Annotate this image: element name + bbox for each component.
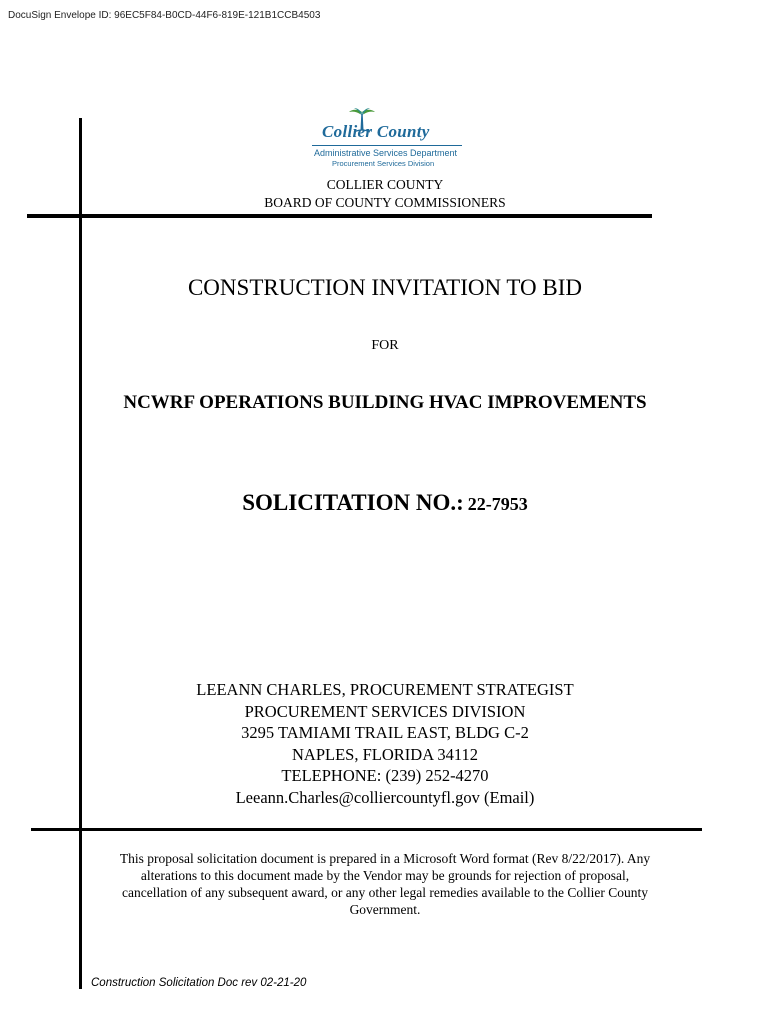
format-notice (90, 850, 680, 918)
logo-divider (312, 145, 462, 146)
for-label: FOR (371, 338, 399, 353)
logo-division: Procurement Services Division (332, 159, 435, 168)
header-rule (27, 214, 652, 218)
logo-name: Collier County (322, 122, 430, 141)
logo-department: Administrative Services Department (314, 148, 458, 158)
solicitation-label: SOLICITATION NO.: (242, 490, 464, 515)
solicitation-value: 22-7953 (467, 494, 528, 514)
vertical-rule (79, 118, 82, 989)
contact-address: 3295 TAMIAMI TRAIL EAST, BLDG C-2 (241, 723, 529, 742)
contact-division: PROCUREMENT SERVICES DIVISION (244, 701, 526, 721)
solicitation-number (0, 490, 770, 516)
notice-line: cancellation of any subsequent award, or any other legal remedies available to the Collier County (122, 885, 648, 900)
collier-county-logo (312, 108, 467, 170)
contact-block (0, 679, 770, 808)
contact-name-title: LEEANN CHARLES, PROCUREMENT STRATEGIST (196, 680, 574, 699)
board-name: BOARD OF COUNTY COMMISSIONERS (264, 195, 506, 210)
county-name: COLLIER COUNTY (326, 177, 444, 192)
notice-rule (31, 828, 702, 831)
contact-city-state-zip: NAPLES, FLORIDA 34112 (292, 744, 478, 764)
notice-line: Government. (349, 902, 421, 917)
project-title: NCWRF OPERATIONS BUILDING HVAC IMPROVEMENTS (123, 392, 647, 413)
document-title: CONSTRUCTION INVITATION TO BID (187, 275, 583, 300)
notice-line: This proposal solicitation document is prepared in a Microsoft Word format (Rev 8/22/2017). Any (119, 851, 651, 866)
contact-telephone: TELEPHONE: (239) 252-4270 (281, 766, 489, 785)
contact-email[interactable]: Leeann.Charles@colliercountyfl.gov (Email) (235, 787, 535, 807)
notice-line: alterations to this document made by the Vendor may be grounds for rejection of proposal, (140, 868, 630, 883)
docusign-envelope-id: DocuSign Envelope ID: 96EC5F84-B0CD-44F6-819E-121B1CCB4503 (8, 10, 321, 21)
footer-revision: Construction Solicitation Doc rev 02-21-20 (91, 977, 307, 989)
